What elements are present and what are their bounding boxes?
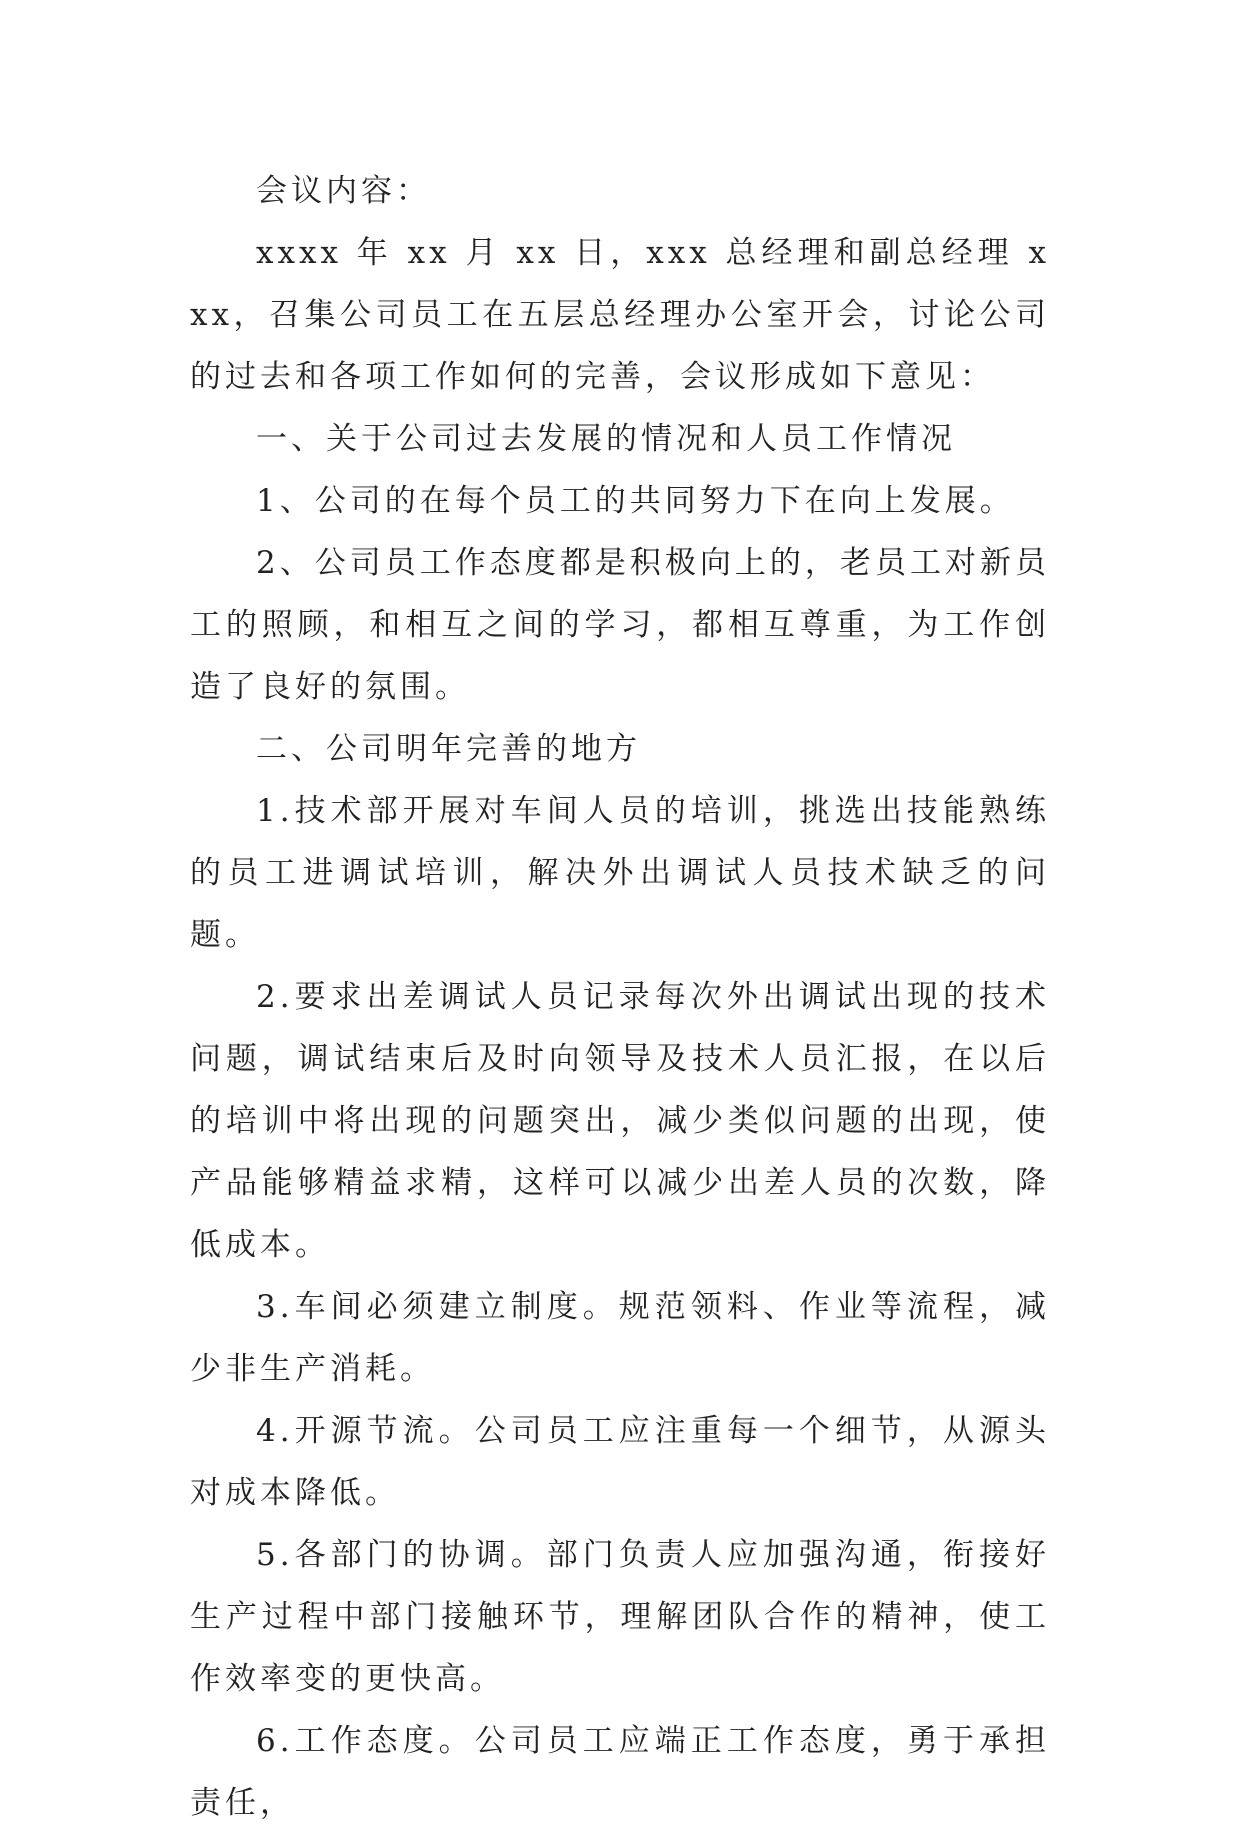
section-two-item-3: 3.车间必须建立制度。规范领料、作业等流程，减少非生产消耗。 [190,1289,1050,1387]
meeting-content-heading: 会议内容： [256,173,431,209]
section-one-item-1: 1、公司的在每个员工的共同努力下在向上发展。 [256,483,1015,519]
section-one-item-2: 2、公司员工作态度都是积极向上的，老员工对新员工的照顾，和相互之间的学习，都相互尊重，为工作创造了良好的氛围。 [190,545,1050,705]
document-body [190,160,1050,1834]
section-one-heading: 一、关于公司过去发展的情况和人员工作情况 [256,421,956,457]
section-two-heading: 二、公司明年完善的地方 [256,731,641,767]
meeting-intro-paragraph: xxxx 年 xx 月 xx 日，xxx 总经理和副总经理 xxx，召集公司员工在五层总经理办公室开会，讨论公司的过去和各项工作如何的完善，会议形成如下意见： [190,235,1050,395]
section-two-item-1: 1.技术部开展对车间人员的培训，挑选出技能熟练的员工进调试培训，解决外出调试人员技术缺乏的问题。 [190,793,1050,953]
section-two-item-2: 2.要求出差调试人员记录每次外出调试出现的技术问题，调试结束后及时向领导及技术人员汇报，在以后的培训中将出现的问题突出，减少类似问题的出现，使产品能够精益求精，这样可以减少出差人员的次数，降低成本。 [190,979,1050,1263]
section-two-item-5: 5.各部门的协调。部门负责人应加强沟通，衔接好生产过程中部门接触环节，理解团队合作的精神，使工作效率变的更快高。 [190,1537,1050,1697]
section-two-item-4: 4.开源节流。公司员工应注重每一个细节，从源头对成本降低。 [190,1413,1050,1511]
section-two-item-6: 6.工作态度。公司员工应端正工作态度，勇于承担责任， [190,1723,1050,1821]
